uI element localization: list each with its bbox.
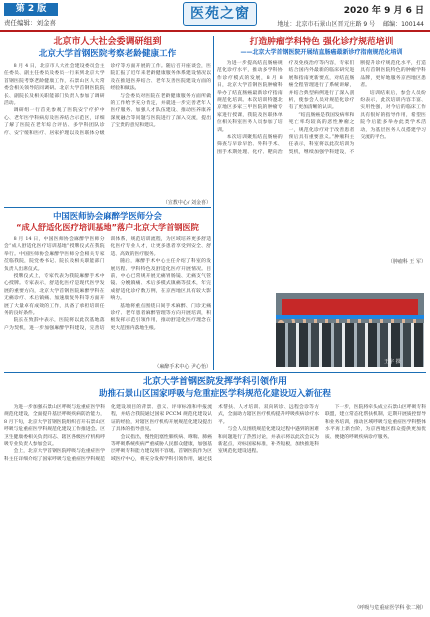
paragraph: “结直肠癌是我国发病率和死亡率均较高的恶性肿瘤之一，规范化诊疗对于改善患者预后具有重要意义。”肿瘤科主任表示，科室将以此次培训为契机，继续加强学科建设，不断提升诊疗规范化水平，打造具有首钢医院特色的肿瘤学科品牌，更好地服务京西地区患者。 [288,61,426,155]
article-body [4,63,211,197]
paragraph: 调研组一行首先参观了医院安宁疗护中心、老年医学科病房及医养结合示范区，详细了解了医院在老年综合评估、多学科团队诊疗、安宁缓和医疗、居家护理以及医联体分级诊疗等方面开展的工作。随后召开座谈会，医院汇报了近年来老龄健康服务体系建设情况以及在推进医养结合、老年友善医院建设方面的经验和做法。 [4,64,211,136]
section-divider [4,372,426,373]
article-subtitle: “成人舒适化医疗培训基地”落户北京大学首钢医院 [16,222,199,232]
paragraph: 下一步，医院将牵头成立石景山区呼吸专科联盟，建立常态化帮扶机制，定期开展质控督导和业务培训，推动区域呼吸与危重症医学科整体水平再上新台阶，为京西地区群众提供更加优质、便捷的呼吸疾病诊疗服务。 [325,405,426,440]
article-byline: （呼吸与危重症医学科 张二刚） [354,605,426,611]
article-byline: （麻醉手术中心 尹心怡） [154,364,211,370]
paragraph: 本次培训聚焦结直肠癌的筛查与早诊早治、外科手术、围手术期处理、化疗、靶向治疗及免疫治疗等内容，专家们结合国内外最新的临床研究进展和指南更新要点，对结直肠癌全程管理进行了系统讲解，并结合典型病例进行了深入剖析，使参会人员对规范化诊疗有了更加清晰的认识。 [217,61,355,155]
page-number-tag: 第 2 版 [4,3,58,16]
article-body [217,60,426,256]
paragraph: 院长在致辞中表示，医院将以此次基地落户为契机，进一步加强麻醉学科建设，完善培训体系，规范培训流程，为区域培养更多舒适化医疗专业人才，让更多患者享受到安全、舒适、高效的医疗服务。 [4,237,211,331]
photo-banner [282,299,418,315]
article-subtitle: ——北京大学首钢医院开展结直肠癌最新诊疗指南规范化培训 [240,49,403,56]
paragraph: 与会人员围绕规范化建设过程中遇到的困难和问题进行了热烈讨论，并表示将以此次会议为新起点，对标国家标准，补齐短板，加快推进科室规范化建设进程。 [218,427,319,455]
paragraph: 会议指出，慢性阻塞性肺疾病、哮喘、肺癌等呼吸系统疾病严重威胁人民群众健康，加强基层呼吸专科能力建设刻不容缓。首钢医院作为区域医疗中心，将充分发挥学科引领作用，通过技术帮扶、人才培训、双向转诊、远程会诊等方式，全面助力辖区医疗机构提升呼吸疾病诊疗水平。 [111,405,319,462]
paragraph: 8 月 14 日，中国医师协会麻醉学医师分会“成人舒适化医疗培训基地”授牌仪式在我院举行。中国医师协会麻醉学医师分会相关专家莅临我院，院党委书记、院长及相关职能部门负责人出席仪式。 [4,237,105,272]
column-divider [213,36,214,370]
address: 地址：北京市石景山区晋元庄路 9 号 [277,21,376,28]
article-nrc-survey [4,36,211,204]
postcode: 邮编：100144 [383,21,424,28]
masthead: 医苑之窗 [183,2,257,26]
article-anesthesia-base [4,211,211,369]
article-body [4,236,211,363]
article-body [4,404,426,602]
paragraph: 会上，北京大学首钢医院呼吸与危重症医学科主任详细介绍了国家呼吸与危重症医学科规范化建设项目的背景、意义、评审标准和申报流程，并结合我院通过国家 PCCM 规范化建设认证的经验，对辖区医疗机构开展规范化建设提出了具体的指导意见。 [4,405,212,462]
page-header [0,0,430,32]
article-title: 中国医师协会麻醉学医师分会 [53,211,162,221]
paragraph: 随后，麻醉手术中心主任介绍了科室的发展历程、学科特色及舒适化医疗开展情况。目前，中心已常规开展无痛胃肠镜、无痛支气管镜、分娩镇痛、术后多模式镇痛等技术，年完成舒适化诊疗数万例，在京西地区具有较大影响力。 [110,259,211,302]
article-subtitle: 助推石景山区国家呼吸与危重症医学科规范化建设迈入新征程 [98,389,332,399]
article-subtitle: 北京大学首钢医院考察老龄健康工作 [38,49,177,59]
paragraph: 为进一步加强石景山区呼吸与危重症医学科规范化建设，全面提升基层呼吸疾病防治能力，8 月下旬，北京大学首钢医院组织召开石景山区呼吸与危重症医学科规范化建设工作推进会。区卫生健康委相关负责同志、辖区各级医疗机构呼吸专业负责人参加会议。 [4,405,105,448]
issue-date: 2020 年 9 月 6 日 [343,6,424,16]
article-title: 北京大学首钢医院发挥学科引领作用 [142,377,287,387]
article-byline: （肿瘤科 王 军） [387,259,426,265]
address-line [277,19,424,28]
paragraph: 授牌仪式上，专家代表为我院麻醉手术中心授牌。专家表示，舒适化医疗是现代医学发展的重要方向，北京大学首钢医院麻醉学科在无痛诊疗、术后镇痛、加速康复外科等方面开展了大量卓有成效的工作，具备了承担培训任务的良好条件。 [4,274,105,317]
paragraph: 8 月 4 日，北京市人大社会建设委员会主任委员、副主任委员及委员一行来到北京大学首钢医院考察老龄健康工作，石景山区人大常委会相关领导陪同调研。北京大学首钢医院院长、副院长及相关职能部门负责人参加了调研活动。 [4,64,105,107]
article-title: 北京市人大社会委调研组到 [53,37,162,47]
article-byline: （宣教中心/ 刘金喜） [162,200,211,206]
paragraph: 培训结束后，参会人员纷纷表示，此次培训内容丰富、实用性强，对今后的临床工作具有很好的指导作用，希望医院今后能多举办此类学术活动，为基层医务人员搭建学习交流的平台。 [360,90,426,141]
photo-people [276,323,424,367]
photo-caption: 王宇 摄 [384,359,401,365]
article-title: 打造肿瘤学科特色 强化诊疗规范培训 [249,37,394,47]
paragraph: 与会委员对医院在老龄健康服务方面所做的工作给予充分肯定，并就进一步完善老年人医疗服务、加强人才队伍建设、推动医养康养深度融合等问题与医院进行了深入交流，提出了宝贵的意见和建议。 [110,93,211,129]
training-group-photo [276,293,424,367]
section-divider [4,207,211,208]
paragraph: 为进一步提高结直肠癌规范化诊疗水平，推动多学科协作诊疗模式的发展，8 月 8 日，北京大学首钢医院肿瘤科举办了结直肠癌最新诊疗指南规范化培训。本次培训特邀北京地区多家三甲医院的肿瘤专家进行授课，我院及医联体单位相关科室医务人员参加了培训。 [217,61,283,133]
editor-credit: 责任编辑：刘金喜 [4,19,56,27]
article-pccm-construction [4,376,426,614]
paragraph: 基地将重点围绕日间手术麻醉、门诊无痛诊疗、老年患者麻醉管理等方向开展培训，积极发挥示范引领作用，推动舒适化医疗理念在更大范围内落地生根。 [110,303,211,331]
